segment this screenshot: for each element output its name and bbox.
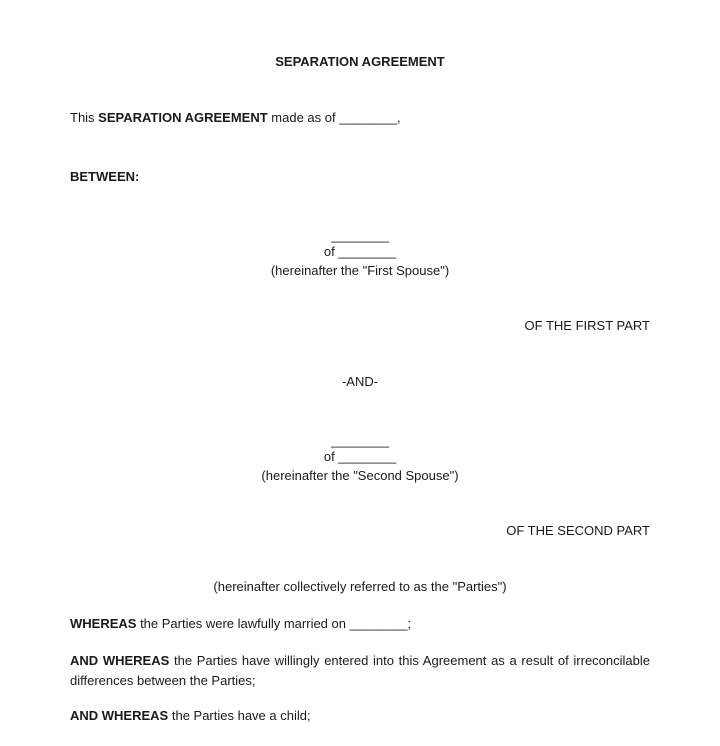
recital-keyword: WHEREAS xyxy=(70,616,137,631)
recital-child xyxy=(70,706,650,726)
intro-paragraph xyxy=(70,108,650,128)
intro-bold: SEPARATION AGREEMENT xyxy=(98,110,268,125)
recital-text: the Parties have willingly entered into this Agreement as a result of irreconcilable differences between the Parties; xyxy=(70,653,650,688)
recital-text: the Parties have a child; xyxy=(168,708,311,723)
intro-post: made as of ________, xyxy=(267,110,401,125)
recital-married xyxy=(70,614,650,634)
first-party-name-blank: ________ xyxy=(331,228,389,243)
recital-keyword: AND WHEREAS xyxy=(70,708,169,723)
recital-keyword: AND WHEREAS xyxy=(70,653,170,668)
first-party-of-line: of ________ xyxy=(323,244,397,259)
document-title: SEPARATION AGREEMENT xyxy=(275,54,445,69)
between-label: BETWEEN: xyxy=(70,169,140,184)
collective-designation: (hereinafter collectively referred to as the "Parties") xyxy=(213,579,507,594)
recital-text: the Parties were lawfully married on ________; xyxy=(136,616,412,631)
second-party-name-blank: ________ xyxy=(331,433,389,448)
intro-pre: This xyxy=(70,110,99,125)
and-separator: -AND- xyxy=(341,374,379,389)
recital-differences xyxy=(70,651,650,691)
first-party-designation: (hereinafter the "First Spouse") xyxy=(270,263,450,278)
first-part-label: OF THE FIRST PART xyxy=(524,318,650,333)
second-part-label: OF THE SECOND PART xyxy=(506,523,650,538)
second-party-designation: (hereinafter the "Second Spouse") xyxy=(261,468,459,483)
second-party-of-line: of ________ xyxy=(323,449,397,464)
